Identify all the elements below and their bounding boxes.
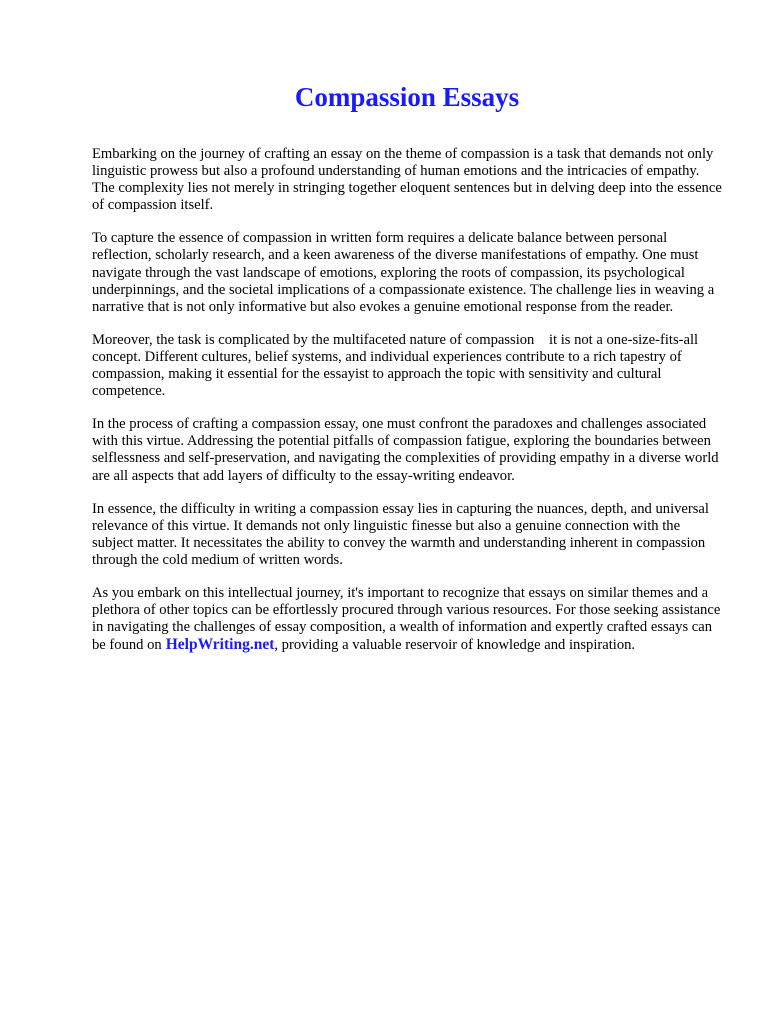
essay-body [92,146,724,670]
paragraph-6 [92,585,724,654]
paragraph-6-text-before-link: As you embark on this intellectual journey, it's important to recognize that essays on similar themes and a plethora of other topics can be effortlessly procured through various resources. For those seeking assistance in navigating the challenges of essay composition, a wealth of information and expertly crafted essays can be found on [92,584,721,654]
paragraph-4: In the process of crafting a compassion essay, one must confront the paradoxes and challenges associated with this virtue. Addressing the potential pitfalls of compassion fatigue, exploring the boundaries between selflessness and self-preservation, and navigating the complexities of providing empathy in a diverse world are all aspects that add layers of difficulty to the essay-writing endeavor. [92,416,719,484]
helpwriting-link[interactable]: HelpWriting.net [165,636,275,654]
paragraph-1: Embarking on the journey of crafting an essay on the theme of compassion is a task that demands not only linguistic prowess but also a profound understanding of human emotions and the intricacies of empathy. The complexity lies not merely in stringing together eloquent sentences but in delving deep into the essence of compassion itself. [92,146,722,214]
paragraph-6-text-after-link: , providing a valuable reservoir of knowledge and inspiration. [274,637,636,654]
paragraph-5: In essence, the difficulty in writing a compassion essay lies in capturing the nuances, depth, and universal relevance of this virtue. It demands not only linguistic finesse but also a genuine connection with the subject matter. It necessitates the ability to convey the warmth and understanding inherent in compassion through the cold medium of written words. [92,500,709,568]
paragraph-3: Moreover, the task is complicated by the multifaceted nature of compassion it is not a one-size-fits-all concept. Different cultures, belief systems, and individual experiences contribute to a rich tapestry of compassion, making it essential for the essayist to approach the topic with sensitivity and cultural competence. [92,331,702,400]
paragraph-2: To capture the essence of compassion in written form requires a delicate balance between personal reflection, scholarly research, and a keen awareness of the diverse manifestations of empathy. One must navigate through the vast landscape of emotions, exploring the roots of compassion, its psychological underpinnings, and the societal implications of a compassionate existence. The challenge lies in weaving a narrative that is not only informative but also evokes a genuine emotional response from the reader. [92,230,715,315]
page-title: Compassion Essays [294,82,520,112]
